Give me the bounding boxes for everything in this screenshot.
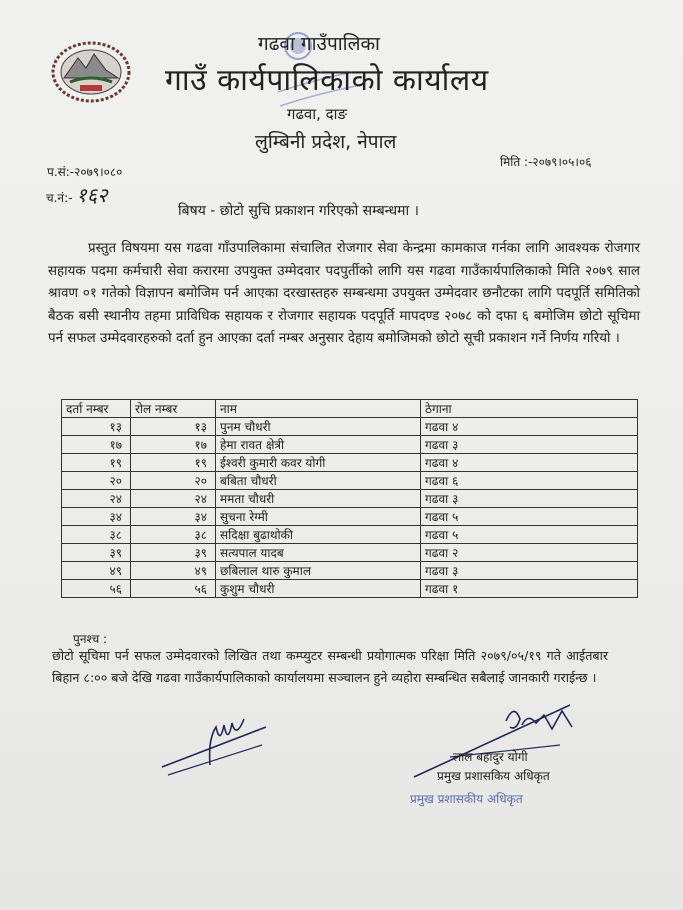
candidate-address: गढवा ४ bbox=[421, 418, 638, 436]
registration-no: १७ bbox=[62, 436, 131, 454]
candidate-address: गढवा २ bbox=[421, 544, 638, 562]
candidate-name: सत्यपाल यादब bbox=[216, 544, 421, 562]
candidate-name: कुशुम चौधरी bbox=[216, 580, 421, 598]
roll-no: १७ bbox=[131, 436, 216, 454]
candidate-address: गढवा ५ bbox=[421, 526, 638, 544]
registration-no: १३ bbox=[62, 418, 131, 436]
letter-date: मिति :-२०७९।०५।०६ bbox=[500, 155, 592, 169]
candidate-name: ममता चौधरी bbox=[216, 490, 421, 508]
signature-left-icon bbox=[158, 705, 273, 780]
registration-no: १९ bbox=[62, 454, 131, 472]
letter-body: प्रस्तुत विषयमा यस गढवा गाँउपालिकामा संचालित रोजगार सेवा केन्द्रमा कामकाज गर्नका लागि आवश्यक रोजगार सहायक पदमा कर्मचारी सेवा करारमा उपयुक्त उम्मेदवार पदपुर्तीको लागि यस गढवा गाउँकार्यपालिकाको मिति २०७९ साल श्रावण ०१ गतेको विज्ञापन बमोजिम पर्न आएका दरखास्तहरु सम्बन्धमा उपयुक्त उम्मेदवार छनौटका लागि पदपूर्ति समितिको बैठक बसी स्थानीय तहमा प्राविधिक सहायक र रोजगार सहायक पदपूर्ति मापदण्ड २०७८ को दफा ६ बमोजिम छोटो सूचिमा पर्न सफल उम्मेदवारहरुको दर्ता हुन आएका दर्ता नम्बर अनुसार देहाय बमोजिमको छोटो सूची प्रकाशन गर्ने निर्णय गरियो । bbox=[48, 241, 640, 347]
candidate-name: बबिता चौधरी bbox=[216, 472, 421, 490]
reference-number: प.सं:-२०७९।०८० bbox=[47, 165, 123, 179]
municipality-name: गढवा गाउँपालिका bbox=[258, 33, 380, 55]
officer-stamp: प्रमुख प्रशासकीय अधिकृत bbox=[410, 792, 523, 806]
table-row bbox=[62, 508, 638, 526]
candidate-name: सदिक्षा बुढाथोकी bbox=[216, 526, 421, 544]
roll-no: २४ bbox=[131, 490, 216, 508]
postscript-text: छोटो सूचिमा पर्न सफल उम्मेदवारको लिखित तथा कम्प्युटर सम्बन्धी प्रयोगात्मक परिक्षा मिति २०७९/०५/१९ गते आईतबार बिहान ८:०० बजे देखि गढवा गाउँकार्यपालिकाको कार्यालयमा सञ्चालन हुने व्यहोरा सम्बन्धित सबैलाई जानकारी गराईन्छ । bbox=[52, 648, 608, 685]
candidate-address: गढवा ३ bbox=[421, 490, 638, 508]
nepal-emblem-icon bbox=[50, 38, 132, 104]
roll-no: ५६ bbox=[131, 580, 216, 598]
registration-no: ३४ bbox=[62, 508, 131, 526]
registration-no: ५६ bbox=[62, 580, 131, 598]
candidate-address: गढवा ३ bbox=[421, 562, 638, 580]
candidate-name: ईश्वरी कुमारी कवर योगी bbox=[216, 454, 421, 472]
table-row bbox=[62, 580, 638, 598]
province-line: लुम्बिनी प्रदेश, नेपाल bbox=[255, 131, 397, 153]
candidate-name: हेमा रावत क्षेत्री bbox=[216, 436, 421, 454]
table-row bbox=[62, 526, 638, 544]
dispatch-value: १६२ bbox=[76, 183, 108, 207]
candidate-address: गढवा ३ bbox=[421, 436, 638, 454]
dispatch-number bbox=[46, 181, 108, 208]
col-registration-no: दर्ता नम्बर bbox=[62, 400, 131, 418]
col-address: ठेगाना bbox=[421, 400, 638, 418]
dispatch-label: च.नं:- bbox=[46, 191, 73, 205]
candidate-address: गढवा १ bbox=[421, 580, 638, 598]
roll-no: ४९ bbox=[131, 562, 216, 580]
roll-no: ३९ bbox=[131, 544, 216, 562]
candidate-address: गढवा ६ bbox=[421, 472, 638, 490]
table-header-row bbox=[62, 400, 638, 418]
candidate-address: गढवा ४ bbox=[421, 454, 638, 472]
registration-no: २० bbox=[62, 472, 131, 490]
shortlist-table bbox=[61, 399, 638, 598]
postscript-label: पुनश्च : bbox=[73, 632, 108, 646]
roll-no: ३८ bbox=[131, 526, 216, 544]
col-roll-no: रोल नम्बर bbox=[131, 400, 216, 418]
table-row bbox=[62, 454, 638, 472]
table-row bbox=[62, 562, 638, 580]
letter-subject: बिषय - छोटो सुचि प्रकाशन गरिएको सम्बन्धमा । bbox=[178, 203, 419, 219]
registration-no: ३९ bbox=[62, 544, 131, 562]
registration-no: ४९ bbox=[62, 562, 131, 580]
table-row bbox=[62, 418, 638, 436]
candidate-name: पुनम चौधरी bbox=[216, 418, 421, 436]
roll-no: २० bbox=[131, 472, 216, 490]
signer-name: लाल बहादुर योगी bbox=[453, 750, 528, 764]
candidate-name: सुचना रेग्मी bbox=[216, 508, 421, 526]
table-row bbox=[62, 544, 638, 562]
table-row bbox=[62, 436, 638, 454]
candidate-address: गढवा ५ bbox=[421, 508, 638, 526]
office-location: गढवा, दाङ bbox=[287, 105, 348, 123]
table-row bbox=[62, 490, 638, 508]
col-name: नाम bbox=[216, 400, 421, 418]
table-row bbox=[62, 472, 638, 490]
roll-no: ३४ bbox=[131, 508, 216, 526]
registration-no: ३८ bbox=[62, 526, 131, 544]
roll-no: १३ bbox=[131, 418, 216, 436]
roll-no: १९ bbox=[131, 454, 216, 472]
signer-title: प्रमुख प्रशासकिय अधिकृत bbox=[437, 769, 550, 783]
registration-no: २४ bbox=[62, 490, 131, 508]
candidate-name: छबिलाल थारु कुमाल bbox=[216, 562, 421, 580]
office-title: गाउँ कार्यपालिकाको कार्यालय bbox=[165, 63, 489, 98]
